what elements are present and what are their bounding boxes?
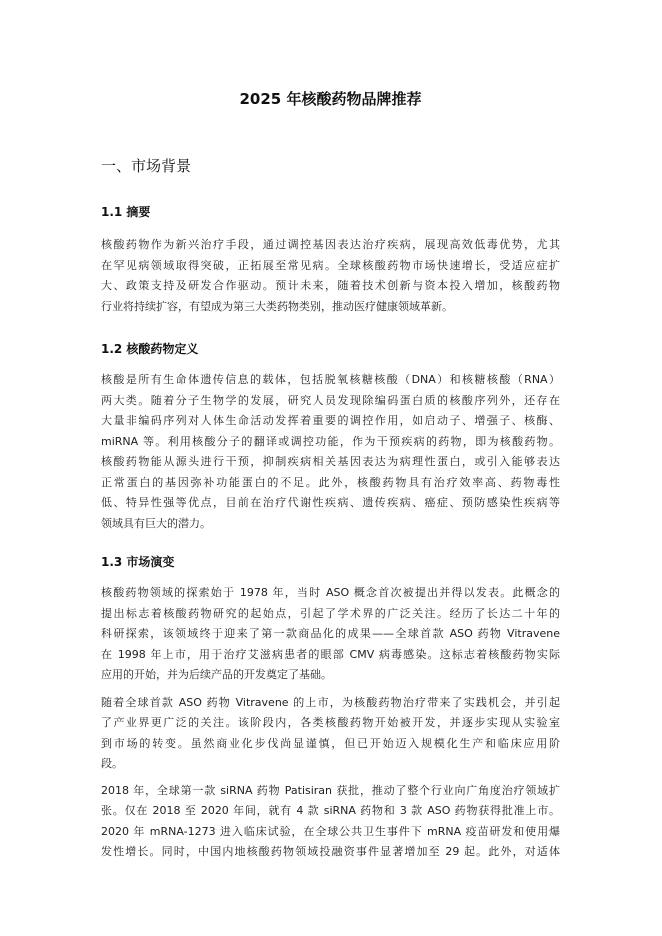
text-line: 到市场的转变。虽然商业化步伐尚显谨慎，但已开始迈入规模化生产和临床应用阶 xyxy=(101,736,560,750)
text-line: 2018 年，全球第一款 siRNA 药物 Patisiran 获批，推动了整个行业向广角度治疗领域扩 xyxy=(101,783,560,797)
text-line: 行业将持续扩容，有望成为第三大类药物类别，推动医疗健康领域革新。 xyxy=(101,299,453,313)
text-line: 发性增长。同时，中国内地核酸药物领域投融资事件显著增加至 29 起。此外，对适体 xyxy=(101,845,560,858)
text-line: 低、特异性强等优点，目前在治疗代谢性疾病、遗传疾病、癌症、预防感染性疾病等 xyxy=(101,496,560,509)
text-line: 了产业界更广泛的关注。该阶段内，各类核酸药物开始被开发，并逐步实现从实验室 xyxy=(101,716,560,729)
text-line: 正常蛋白的基因弥补功能蛋白的不足。此外，核酸药物具有治疗效率高、药物毒性 xyxy=(101,475,560,489)
subsection-heading-definition: 1.2 核酸药物定义 xyxy=(101,342,199,356)
text-line: 大、政策支持及研发合作驱动。预计未来，随着技术创新与资本投入增加，核酸药物 xyxy=(101,279,560,292)
evolution-paragraph-3 xyxy=(101,781,560,863)
document-title: 2025 年核酸药物品牌推荐 xyxy=(239,90,422,108)
text-line: 两大类。随着分子生物学的发展，研究人员发现除编码蛋白质的核酸序列外，还存在 xyxy=(101,393,560,407)
subsection-heading-summary: 1.1 摘要 xyxy=(101,205,151,219)
text-line: 核酸药物能从源头进行干预，抑制疾病相关基因表达为病理性蛋白，或引入能够表达 xyxy=(101,455,560,468)
definition-paragraph xyxy=(101,370,560,534)
text-line: 核酸是所有生命体遗传信息的载体，包括脱氧核糖核酸（DNA）和核糖核酸（RNA） xyxy=(101,373,560,386)
text-line: 核酸药物作为新兴治疗手段，通过调控基因表达治疗疾病，展现高效低毒优势，尤其 xyxy=(101,238,560,251)
text-line: 在罕见病领域取得突破，正拓展至常见病。全球核酸药物市场快速增长，受适应症扩 xyxy=(101,258,560,272)
evolution-paragraph-2 xyxy=(101,693,560,775)
section-heading-market-background: 一、市场背景 xyxy=(101,157,192,175)
text-line: 张。仅在 2018 至 2020 年间，就有 4 款 siRNA 药物和 3 款 ASO 药物获得批准上市。 xyxy=(101,804,560,817)
text-line: 提出标志着核酸药物研究的起始点，引起了学术界的广泛关注。经历了长达二十年的 xyxy=(101,606,560,620)
text-line: 在 1998 年上市，用于治疗艾滋病患者的眼部 CMV 病毒感染。这标志着核酸药物实际 xyxy=(101,647,560,661)
text-line: 核酸药物领域的探索始于 1978 年，当时 ASO 概念首次被提出并得以发表。此概念的 xyxy=(101,586,560,599)
subsection-heading-market-evolution: 1.3 市场演变 xyxy=(101,555,175,569)
text-line: 随着全球首款 ASO 药物 Vitravene 的上市，为核酸药物治疗带来了实践机会，并引起 xyxy=(101,695,560,709)
text-line: 应用的开始，并为后续产品的开发奠定了基础。 xyxy=(101,668,332,681)
text-line: 2020 年 mRNA-1273 进入临床试验，在全球公共卫生事件下 mRNA 疫苗研发和使用爆 xyxy=(101,824,560,838)
text-line: 大量非编码序列对人体生命活动发挥着重要的调控作用，如启动子、增强子、核酶、 xyxy=(101,414,560,427)
text-line: 科研探索，该领域终于迎来了第一款商品化的成果——全球首款 ASO 药物 Vitravene xyxy=(101,627,560,640)
evolution-paragraph-1 xyxy=(101,583,560,686)
text-line: miRNA 等。利用核酸分子的翻译或调控功能，作为干预疾病的药物，即为核酸药物。 xyxy=(101,434,560,448)
text-line: 段。 xyxy=(101,757,123,770)
summary-paragraph xyxy=(101,235,560,317)
text-line: 领域具有巨大的潜力。 xyxy=(101,516,211,530)
